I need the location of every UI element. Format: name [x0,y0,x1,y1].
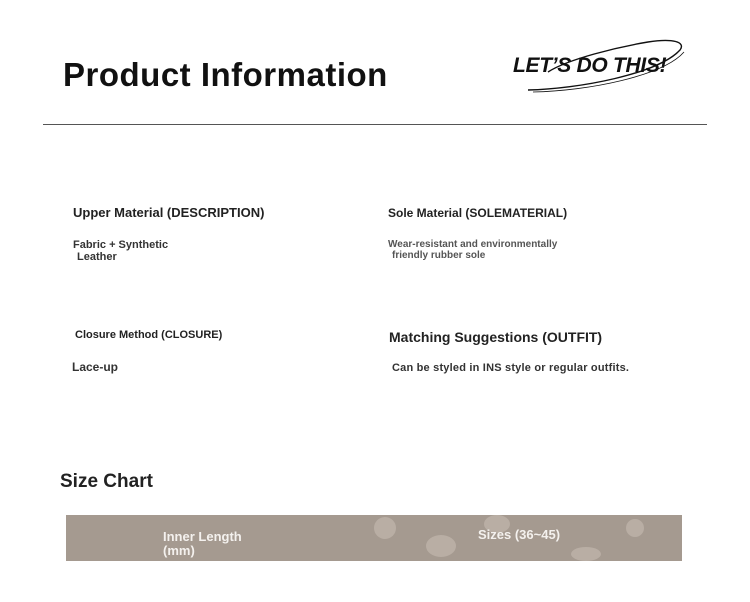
column-header-inner-length [163,530,283,558]
header-divider [43,124,707,125]
size-chart-title: Size Chart [60,471,153,492]
sole-material-value [388,239,588,261]
column-header-sizes: Sizes (36~45) [478,527,561,542]
decorative-circle [426,535,456,557]
page-title: Product Information [63,56,388,93]
sole-material-value-line1: Wear-resistant and environmentally [388,239,558,250]
matching-suggestions-label: Matching Suggestions (OUTFIT) [389,329,603,345]
upper-material-value [73,239,203,263]
column-header-inner-length-line1: Inner Length [163,529,242,544]
closure-method-label: Closure Method (CLOSURE) [75,329,223,341]
brand-slogan-logo [508,34,698,96]
upper-material-value-line1: Fabric + Synthetic [73,239,169,251]
matching-suggestions-value: Can be styled in INS style or regular outfits. [392,362,630,374]
column-header-inner-length-line2: (mm) [163,543,195,558]
closure-method-value: Lace-up [72,360,119,374]
sole-material-value-line2: friendly rubber sole [392,250,486,261]
decorative-circle [626,519,644,537]
size-chart-header-row [66,515,682,561]
slogan-text: LET’S DO THIS! [513,54,667,77]
decorative-circle [571,547,601,561]
upper-material-value-line2: Leather [77,251,117,263]
upper-material-label: Upper Material (DESCRIPTION) [73,205,265,220]
sole-material-label: Sole Material (SOLEMATERIAL) [388,206,568,220]
decorative-circle [374,517,396,539]
